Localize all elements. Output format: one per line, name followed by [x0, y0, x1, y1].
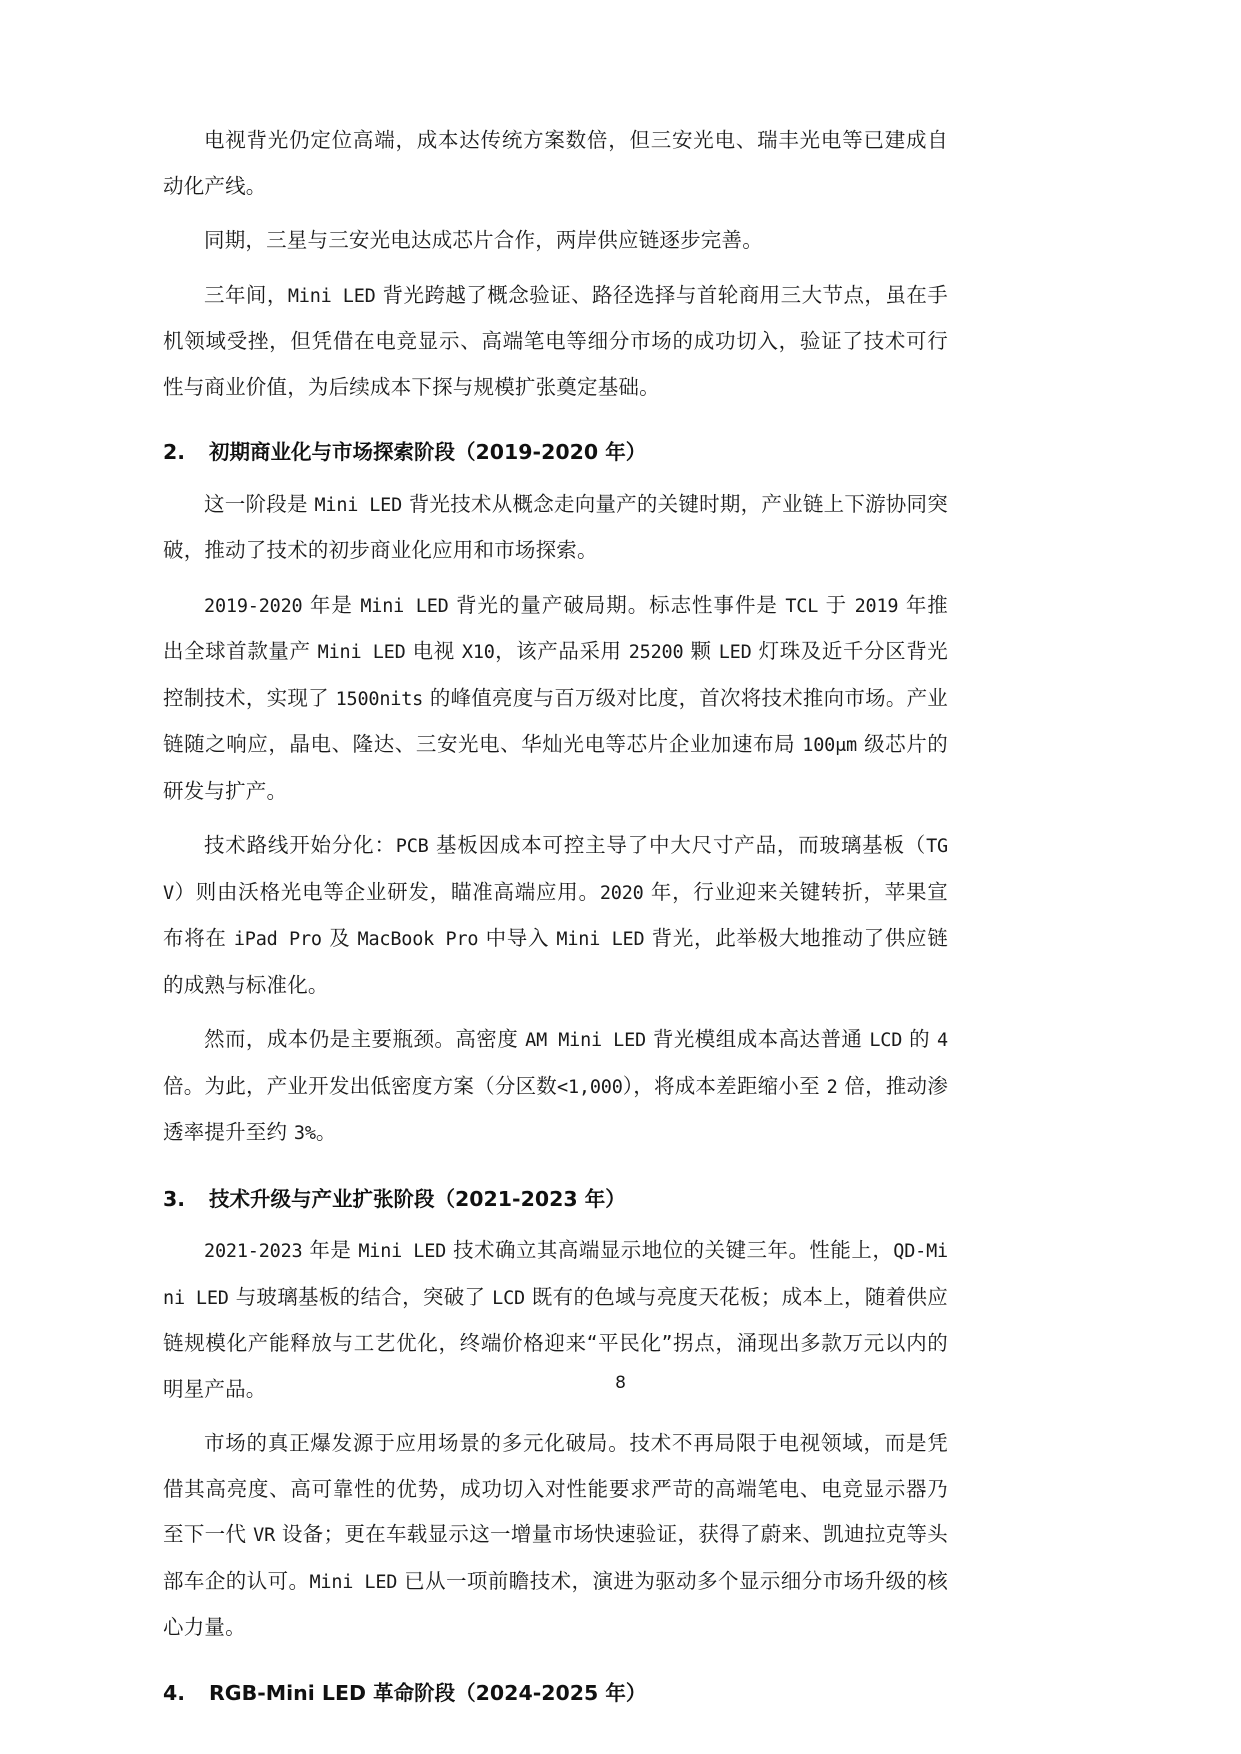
- year-range-2021-2023: 2021-2023: [204, 1241, 303, 1262]
- value-3-percent: 3%: [293, 1123, 316, 1144]
- year-2020: 2020: [599, 882, 644, 904]
- heading-stage-3-text: 技术升级与产业扩张阶段（2021-2023 年）: [209, 1186, 626, 1211]
- product-ipad-pro: iPad Pro: [233, 929, 322, 950]
- term-led: LED: [718, 642, 752, 663]
- term-pcb: PCB: [395, 836, 429, 857]
- term-mini-led: Mini LED: [556, 929, 645, 950]
- page-number: 8: [615, 1373, 626, 1393]
- paragraph-samsung-sanan-cooperation: 同期，三星与三安光电达成芯片合作，两岸供应链逐步完善。: [204, 228, 763, 252]
- heading-stage-4-number: 4.: [163, 1680, 186, 1705]
- term-lcd: LCD: [492, 1287, 525, 1309]
- paragraph-stage2-tcl-x10: 2019-2020 年是 Mini LED 背光的量产破局期。标志性事件是 TCL 于 2019 年推出全球首款量产 Mini LED 电视 X10，该产品采用 25200 颗 LED 灯珠及近千分区背光控制技术，实现了 1500nits 的峰值亮度与百万级对比度，首次将技术推向市场。产业链随之响应，晶电、隆达、三安光电、华灿光电等芯片企业加速布局 100μm 级芯片的研发与扩产。: [163, 592, 948, 803]
- product-macbook-pro: MacBook Pro: [357, 929, 479, 950]
- value-1500nits: 1500nits: [335, 688, 424, 710]
- value-2x: 2: [826, 1076, 838, 1098]
- value-4x: 4: [937, 1030, 948, 1051]
- heading-stage-3: [163, 1177, 948, 1223]
- heading-stage-2: [163, 430, 948, 476]
- term-mini-led: Mini LED: [358, 1241, 447, 1262]
- term-qd-mini-led: QD-Mini LED: [163, 1241, 948, 1309]
- paragraph-stage3-market-expansion: 市场的真正爆发源于应用场景的多元化破局。技术不再局限于电视领域，而是凭借其高亮度、高可靠性的优势，成功切入对性能要求严苛的高端笔电、电竞显示器乃至下一代 VR 设备；更在车载显示这一增量市场快速验证，获得了蔚来、凯迪拉克等头部车企的认可。Mini LED 已从一项前瞻技术，演进为驱动多个显示细分市场升级的核心力量。: [163, 1431, 948, 1639]
- paragraph-stage2-intro: 这一阶段是 Mini LED 背光技术从概念走向量产的关键时期，产业链上下游协同突破，推动了技术的初步商业化应用和市场探索。: [163, 491, 948, 562]
- term-mini-led: Mini LED: [317, 642, 406, 663]
- term-mini-led: Mini LED: [314, 494, 403, 516]
- term-lcd: LCD: [869, 1030, 903, 1051]
- paragraph-stage2-cost-bottleneck: 然而，成本仍是主要瓶颈。高密度 AM Mini LED 背光模组成本高达普通 LCD 的 4 倍。为此，产业开发出低密度方案（分区数<1,000），将成本差距缩小至 2 倍，推动渗透率提升至约 3%。: [163, 1027, 948, 1144]
- heading-stage-4-text: RGB-Mini LED 革命阶段（2024-2025 年）: [209, 1680, 647, 1705]
- paragraph-three-year-summary: 三年间，Mini LED 背光跨越了概念验证、路径选择与首轮商用三大节点，虽在手机领域受挫，但凭借在电竞显示、高端笔电等细分市场的成功切入，验证了技术可行性与商业价值，为后续成本下探与规模扩张奠定基础。: [163, 282, 948, 399]
- heading-stage-2-number: 2.: [163, 440, 186, 464]
- term-mini-led: Mini LED: [360, 595, 449, 617]
- term-mini-led: Mini LED: [287, 285, 376, 307]
- paragraph-stage3-intro: 2021-2023 年是 Mini LED 技术确立其高端显示地位的关键三年。性能上，QD-Mini LED 与玻璃基板的结合，突破了 LCD 既有的色域与亮度天花板；成本上，随着供应链规模化产能释放与工艺优化，终端价格迎来“平民化”拐点，涌现出多款万元以内的明星产品。: [163, 1238, 948, 1401]
- paragraph-stage2-tech-routes: 技术路线开始分化：PCB 基板因成本可控主导了中大尺寸产品，而玻璃基板（TGV）则由沃格光电等企业研发，瞄准高端应用。2020 年，行业迎来关键转折，苹果宣布将在 iPad Pro 及 MacBook Pro 中导入 Mini LED 背光，此举极大地推动了供应链的成熟与标准化。: [163, 833, 948, 997]
- product-x10: X10: [461, 642, 495, 663]
- year-range-2019-2020: 2019-2020: [204, 595, 303, 617]
- year-2019: 2019: [854, 595, 899, 617]
- term-am-mini-led: AM Mini LED: [525, 1030, 646, 1051]
- value-partitions: <1,000: [557, 1076, 623, 1098]
- heading-stage-3-number: 3.: [163, 1186, 186, 1211]
- term-mini-led: Mini LED: [309, 1571, 398, 1593]
- page-content-column: [163, 118, 948, 1722]
- heading-stage-2-text: 初期商业化与市场探索阶段（2019-2020 年）: [209, 440, 647, 464]
- company-tcl: TCL: [785, 595, 819, 617]
- heading-stage-4: [163, 1671, 948, 1717]
- term-tgv: TGV: [163, 836, 948, 904]
- term-vr: VR: [253, 1525, 276, 1546]
- value-25200: 25200: [628, 642, 684, 663]
- value-100um: 100μm: [802, 735, 857, 756]
- paragraph-tv-backlight-positioning: 电视背光仍定位高端，成本达传统方案数倍，但三安光电、瑞丰光电等已建成自动化产线。: [163, 128, 948, 198]
